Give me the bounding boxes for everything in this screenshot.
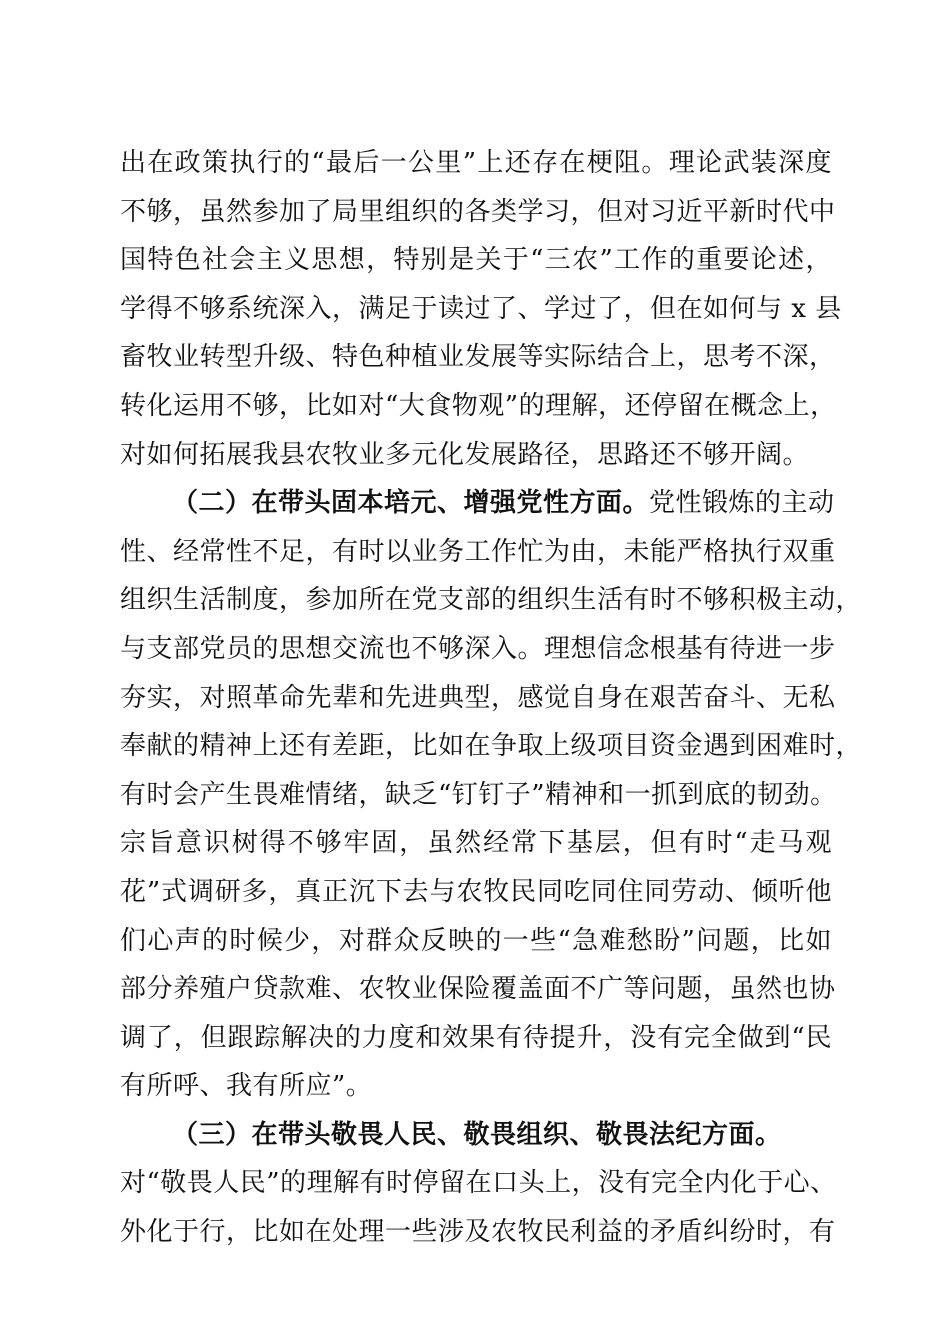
text-run: 党性锻炼的主动 — [649, 488, 835, 519]
section-heading: （二）在带头固本培元、增强党性方面。 — [172, 488, 650, 519]
text-line: 有时会产生畏难情绪，缺乏“钉钉子”精神和一抓到底的韧劲。 — [120, 779, 837, 810]
text-line: 国特色社会主义思想，特别是关于“三农”工作的重要论述， — [120, 245, 832, 276]
text-line: 与支部党员的思想交流也不够深入。理想信念根基有待进一步 — [120, 633, 836, 664]
text-line: 畜牧业转型升级、特色种植业发展等实际结合上，思考不深， — [120, 342, 836, 373]
text-line: 对“敬畏人民”的理解有时停留在口头上，没有完全内化于心、 — [120, 1168, 837, 1199]
text-line: 部分养殖户贷款难、农牧业保险覆盖面不广等问题，虽然也协 — [120, 974, 836, 1005]
paragraph-3 — [120, 1111, 837, 1257]
text-line: 花”式调研多，真正沉下去与农牧民同吃同住同劳动、倾听他 — [120, 876, 832, 907]
text-line: 转化运用不够，比如对“大食物观”的理解，还停留在概念上， — [120, 390, 837, 421]
text-line: 性、经常性不足，有时以业务工作忙为由，未能严格执行双重 — [120, 536, 836, 567]
text-line: 调了，但跟踪解决的力度和效果有待提升，没有完全做到“民 — [120, 1022, 832, 1053]
text-line: 不够，虽然参加了局里组织的各类学习，但对习近平新时代中 — [120, 196, 836, 227]
paragraph-1 — [120, 139, 842, 479]
text-line — [120, 479, 835, 528]
text-line: 外化于行，比如在处理一些涉及农牧民利益的矛盾纠纷时，有 — [120, 1217, 836, 1248]
text-line: 出在政策执行的“最后一公里”上还存在梗阻。理论武装深度 — [120, 148, 832, 178]
text-line: 有所呼、我有所应”。 — [120, 1071, 373, 1102]
text-line — [120, 1111, 832, 1160]
text-line: 组织生活制度，参加所在党支部的组织生活有时不够积极主动， — [120, 585, 863, 616]
document-body — [120, 139, 863, 1257]
text-line: 对如何拓展我县农牧业多元化发展路径，思路还不够开阔。 — [120, 439, 810, 470]
text-line: 夯实，对照革命先辈和先进典型，感觉自身在艰苦奋斗、无私 — [120, 682, 836, 713]
text-line: 奉献的精神上还有差距，比如在争取上级项目资金遇到困难时， — [120, 731, 863, 762]
text-line: 学得不够系统深入，满足于读过了、学过了，但在如何与 x 县 — [120, 293, 842, 324]
paragraph-2 — [120, 479, 863, 1111]
text-line: 宗旨意识树得不够牢固，虽然经常下基层，但有时“走马观 — [120, 828, 832, 859]
text-line: 们心声的时候少，对群众反映的一些“急难愁盼”问题，比如 — [120, 925, 832, 956]
section-heading: （三）在带头敬畏人民、敬畏组织、敬畏法纪方面。 — [172, 1119, 782, 1150]
